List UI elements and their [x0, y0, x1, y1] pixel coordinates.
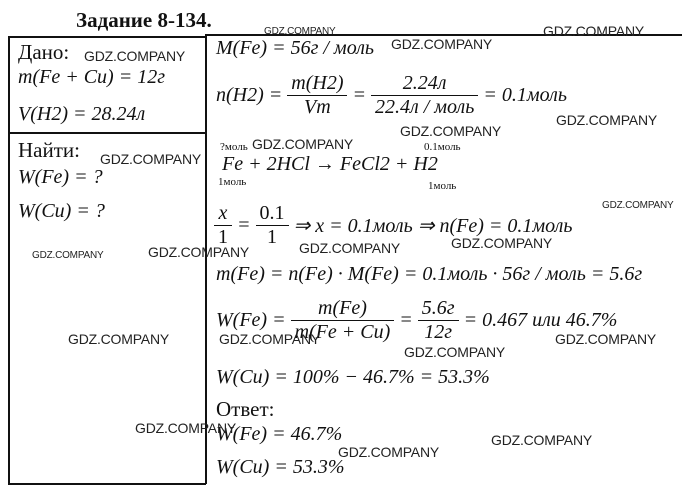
frame-middle — [8, 132, 206, 134]
w-fe-lhs: W(Fe) = — [216, 309, 286, 331]
watermark: GDZ.COMPANY — [556, 112, 657, 128]
watermark: GDZ.COMPANY — [148, 244, 249, 260]
mass-fe-calc: m(Fe) = n(Fe) · M(Fe) = 0.1моль · 56г / моль = 5.6г — [216, 263, 643, 285]
watermark: GDZ.COMPANY — [400, 123, 501, 139]
equals-sign: = — [352, 84, 366, 106]
moles-h2-fraction-symbolic — [287, 72, 347, 119]
answer-label: Ответ: — [216, 397, 275, 421]
fraction-numerator: 0.1 — [256, 202, 289, 226]
given-label: Дано: — [18, 40, 70, 64]
watermark: GDZ.COMPANY — [100, 151, 201, 167]
watermark: GDZ.COMPANY — [84, 48, 185, 64]
watermark: GDZ.COMPANY — [264, 26, 336, 37]
frame-top-left — [8, 36, 206, 38]
answer-w-cu: W(Cu) = 53.3% — [216, 456, 345, 478]
annotation-fe-unknown: ?моль — [220, 141, 248, 153]
fraction-denominator: 22.4л / моль — [374, 96, 475, 118]
watermark: GDZ.COMPANY — [299, 240, 400, 256]
equals-sign: = — [237, 214, 251, 236]
proportion-left — [214, 202, 232, 249]
watermark: GDZ.COMPANY — [391, 36, 492, 52]
fraction-denominator: 12г — [424, 321, 453, 343]
w-cu-calc: W(Cu) = 100% − 46.7% = 53.3% — [216, 366, 490, 388]
annotation-h2-known: 0.1моль — [424, 141, 461, 153]
proportion-right — [256, 202, 289, 249]
watermark: GDZ.COMPANY — [135, 420, 236, 436]
fraction-denominator: 1 — [218, 226, 228, 248]
watermark: GDZ.COMPANY — [338, 444, 439, 460]
annotation-fe-coef: 1моль — [218, 176, 247, 188]
w-fe-result: = 0.467 или 46.7% — [463, 309, 618, 331]
reaction-equation: Fe + 2HCl → FeCl2 + H2 — [222, 153, 438, 175]
fraction-numerator: m(Fe) — [291, 297, 395, 321]
fraction-numerator: x — [214, 202, 232, 226]
w-fe-fraction-numeric — [418, 297, 459, 344]
watermark: GDZ.COMPANY — [404, 344, 505, 360]
watermark: GDZ.COMPANY — [451, 235, 552, 251]
proportion-result: ⇒ x = 0.1моль ⇒ n(Fe) = 0.1моль — [293, 215, 573, 237]
find-w-fe: W(Fe) = ? — [18, 166, 103, 188]
frame-left — [8, 36, 10, 484]
watermark: GDZ.COMPANY — [252, 136, 353, 152]
watermark: GDZ.COMPANY — [68, 331, 169, 347]
moles-h2-fraction-numeric — [371, 72, 478, 119]
frame-bottom — [8, 483, 206, 485]
equals-sign: = — [399, 309, 413, 331]
watermark: GDZ.COMPANY — [32, 250, 104, 261]
watermark: GDZ.COMPANY — [491, 432, 592, 448]
find-label: Найти: — [18, 138, 80, 162]
fraction-denominator: Vm — [304, 96, 331, 118]
find-w-cu: W(Cu) = ? — [18, 200, 105, 222]
watermark: GDZ.COMPANY — [555, 331, 656, 347]
task-title: Задание 8-134. — [76, 8, 212, 32]
fraction-numerator: m(H2) — [287, 72, 347, 96]
moles-h2-result: = 0.1моль — [483, 84, 567, 106]
given-volume: V(H2) = 28.24л — [18, 103, 146, 125]
watermark: GDZ.COMPANY — [543, 23, 644, 39]
annotation-h2-coef: 1моль — [428, 180, 457, 192]
fraction-denominator: m(Fe + Cu) — [294, 321, 391, 343]
molar-mass-fe: M(Fe) = 56г / моль — [216, 37, 375, 59]
moles-h2-equation — [216, 72, 567, 119]
watermark: GDZ.COMPANY — [602, 200, 674, 211]
moles-h2-lhs: n(H2) = — [216, 84, 283, 106]
fraction-numerator: 2.24л — [371, 72, 478, 96]
watermark: GDZ.COMPANY — [219, 331, 320, 347]
given-mass: m(Fe + Cu) = 12г — [18, 66, 165, 88]
fraction-numerator: 5.6г — [418, 297, 459, 321]
answer-w-fe: W(Fe) = 46.7% — [216, 423, 343, 445]
fraction-denominator: 1 — [267, 226, 277, 248]
